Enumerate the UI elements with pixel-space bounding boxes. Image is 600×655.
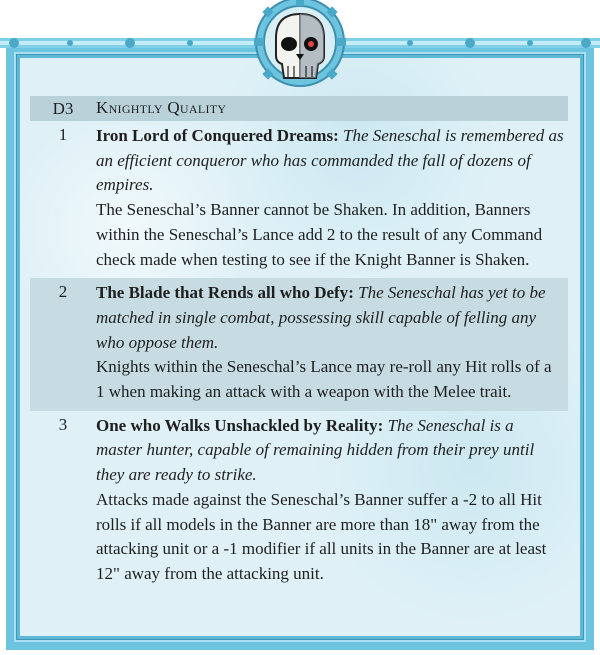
header-title: Knightly Quality <box>96 98 227 118</box>
table-row-2 <box>30 278 568 411</box>
quality-flavour: The Seneschal is a master hunter, capable of remaining hidden from their prey until they are ready to strike. <box>96 415 535 485</box>
table-header <box>30 96 568 121</box>
row-content: The Blade that Rends all who Defy: The Seneschal has yet to be matched in single combat, possessing skill capable of felling any who oppose them. Knights within the Seneschal’s Lance may re-roll any Hit rolls of a 1 when making an attack with a weapon with the Melee trait. <box>96 281 568 405</box>
skull-crest-icon <box>240 0 360 100</box>
quality-name: The Blade that Rends all who Defy <box>96 283 349 303</box>
quality-rule: Attacks made against the Seneschal’s Banner suffer a -2 to all Hit rolls if all models in the Banner are more than 18" away from the attacking unit or a -1 modifier if all units in the Banner are at least 12" away from the attacking unit. <box>96 489 547 583</box>
quality-rule: The Seneschal’s Banner cannot be Shaken. In addition, Banners within the Seneschal’s Lance add 2 to the result of any Command check made when testing to see if the Knight Banner is Shaken. <box>96 200 543 269</box>
row-content: Iron Lord of Conquered Dreams: The Seneschal is remembered as an efficient conqueror who has commanded the fall of dozens of empires. The Seneschal’s Banner cannot be Shaken. In addition, Banners within the Seneschal’s Lance add 2 to the result of any Command check made when testing to see if the Knight Banner is Shaken. <box>96 124 568 272</box>
row-number: 1 <box>58 125 68 144</box>
quality-name: Iron Lord of Conquered Dreams <box>96 126 334 145</box>
quality-name: One who Walks Unshackled by Reality <box>96 415 378 435</box>
table-row-3 <box>30 411 568 593</box>
row-content: One who Walks Unshackled by Reality: The Seneschal is a master hunter, capable of remaining hidden from their prey until they are ready to strike. Attacks made against the Seneschal’s Banner suffer a -2 to all Hit rolls if all models in the Banner are more than 18" away from the attacking unit or a -1 modifier if all units in the Banner are at least 12" away from the attacking unit. <box>96 414 568 587</box>
row-number: 2 <box>58 282 68 302</box>
row-number: 3 <box>58 414 68 434</box>
knightly-quality-table <box>30 96 568 593</box>
header-die: D3 <box>52 99 74 118</box>
table-row-1 <box>30 121 568 278</box>
quality-flavour: The Seneschal has yet to be matched in single combat, possessing skill capable of felling any who oppose them. <box>96 283 546 352</box>
quality-flavour: The Seneschal is remembered as an efficient conqueror who has commanded the fall of dozens of empires. <box>96 126 564 195</box>
quality-rule: Knights within the Seneschal’s Lance may re-roll any Hit rolls of a 1 when making an attack with a weapon with the Melee trait. <box>96 357 552 402</box>
